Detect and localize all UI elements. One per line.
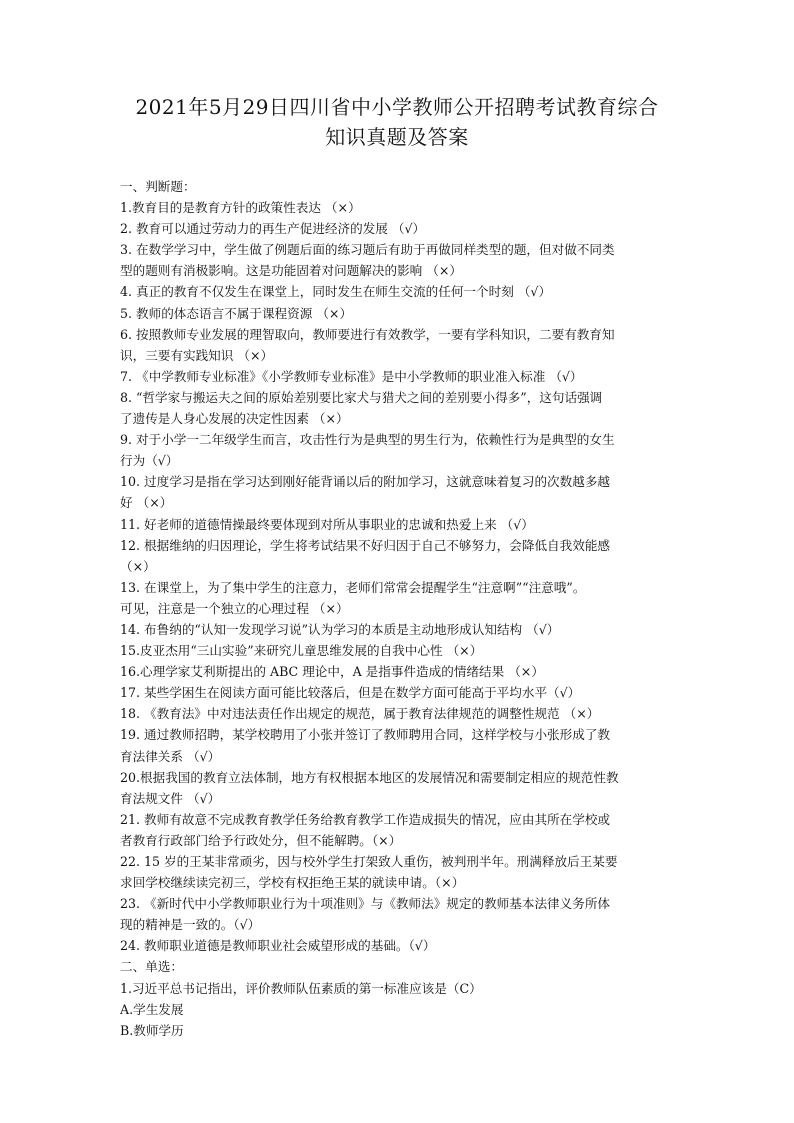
- text-line: 12. 根据维纳的归因理论，学生将考试结果不好归因于自己不够努力，会降低自我效能感: [120, 537, 611, 553]
- text-line: 一、判断题：: [120, 179, 196, 194]
- text-line: 了遗传是人身心发展的决定性因素 （×）: [120, 411, 349, 427]
- text-line: 14. 布鲁纳的“认知一发现学习说”认为学习的本质是主动地形成认知结构 （√）: [120, 621, 560, 637]
- text-line: 16.心理学家艾利斯提出的 ABC 理论中，A 是指事件造成的情绪结果 （×）: [120, 664, 544, 680]
- text-line: 可见，注意是一个独立的心理过程 （×）: [120, 600, 349, 616]
- text-line: 11. 好老师的道德情操最终要体现到对所从事职业的忠诚和热爱上来 （√）: [120, 516, 534, 532]
- text-line: 现的精神是一致的。（√）: [120, 917, 261, 933]
- text-line: 型的题则有消极影响。这是功能固着对问题解决的影响 （×）: [120, 263, 462, 279]
- text-line: 二、单选：: [120, 959, 183, 975]
- text-line: 13. 在课堂上，为了集中学生的注意力，老师们常常会提醒学生“注意啊”“注意哦”。: [120, 579, 586, 595]
- text-line: 育法规文件 （√）: [120, 790, 221, 806]
- text-line: 识，三要有实践知识 （×）: [120, 347, 274, 363]
- text-line: 21. 教师有故意不完成教育教学任务给教育教学工作造成损失的情况，应由其所在学校或: [120, 811, 611, 827]
- text-line: 求回学校继续读完初三，学校有权拒绝王某的就读申请。（×）: [120, 875, 465, 891]
- text-line: 育法律关系 （√）: [120, 748, 221, 764]
- text-line: （×）: [120, 558, 156, 574]
- text-line: A.学生发展: [120, 1001, 184, 1017]
- text-line: 22. 15 岁的王某非常顽劣，因与校外学生打架致人重伤，被判刑半年。刑满释放后王某要: [120, 854, 618, 869]
- text-line: 10. 过度学习是指在学习达到刚好能背诵以后的附加学习，这就意味着复习的次数越多越: [120, 474, 611, 490]
- text-line: 24. 教师职业道德是教师职业社会威望形成的基础。（√）: [120, 938, 436, 954]
- text-line: 6. 按照教师专业发展的理智取向，教师要进行有效教学，一要有学科知识，二要有教育知: [120, 326, 615, 342]
- text-line: 19. 通过教师招聘，某学校聘用了小张并签订了教师聘用合同，这样学校与小张形成了教: [120, 727, 611, 743]
- text-line: 5. 教师的体态语言不属于课程资源 （×）: [120, 305, 353, 321]
- text-line: 3. 在数学学习中，学生做了例题后面的练习题后有助于再做同样类型的题，但对做不同类: [120, 242, 615, 258]
- text-line: B.教师学历: [120, 1022, 184, 1038]
- text-line: 好 （×）: [120, 495, 173, 511]
- text-line: 15.皮亚杰用“三山实验”来研究儿童思维发展的自我中心性 （×）: [120, 643, 483, 659]
- text-line: 20.根据我国的教育立法体制，地方有权根据本地区的发展情况和需要制定相应的规范性教: [120, 769, 619, 785]
- text-line: 18. 《教育法》中对违法责任作出规定的规范，属于教育法律规范的调整性规范 （×）: [120, 706, 600, 722]
- document-body: [120, 176, 680, 1041]
- title-line-1: 2021年5月29日四川省中小学教师公开招聘考试教育综合: [135, 95, 659, 119]
- text-line: 4. 真正的教育不仅发生在课堂上，同时发生在师生交流的任何一个时刻 （√）: [120, 284, 552, 300]
- text-line: 1.教育目的是教育方针的政策性表达 （×）: [120, 200, 361, 216]
- title-line-2: 知识真题及答案: [325, 125, 469, 149]
- text-line: 1.习近平总书记指出，评价教师队伍素质的第一标准应该是（C）: [120, 980, 482, 996]
- document-title: [110, 92, 684, 152]
- text-line: 8. “哲学家与搬运夫之间的原始差别要比家犬与猎犬之间的差别要小得多”，这句话强调: [120, 389, 603, 405]
- text-line: 2. 教育可以通过劳动力的再生产促进经济的发展 （√）: [120, 221, 426, 237]
- text-line: 17. 某些学困生在阅读方面可能比较落后，但是在数学方面可能高于平均水平（√）: [120, 685, 581, 701]
- text-line: 者教育行政部门给予行政处分，但不能解聘。（×）: [120, 832, 402, 848]
- text-line: 行为（√）: [120, 453, 179, 469]
- text-line: 23. 《新时代中小学教师职业行为十项准则》与《教师法》规定的教师基本法律义务所体: [120, 896, 611, 912]
- text-line: 9. 对于小学一二年级学生而言，攻击性行为是典型的男生行为，依赖性行为是典型的女生: [120, 432, 615, 448]
- text-line: 7. 《中学教师专业标准》《小学教师专业标准》是中小学教师的职业准入标准 （√）: [120, 368, 583, 384]
